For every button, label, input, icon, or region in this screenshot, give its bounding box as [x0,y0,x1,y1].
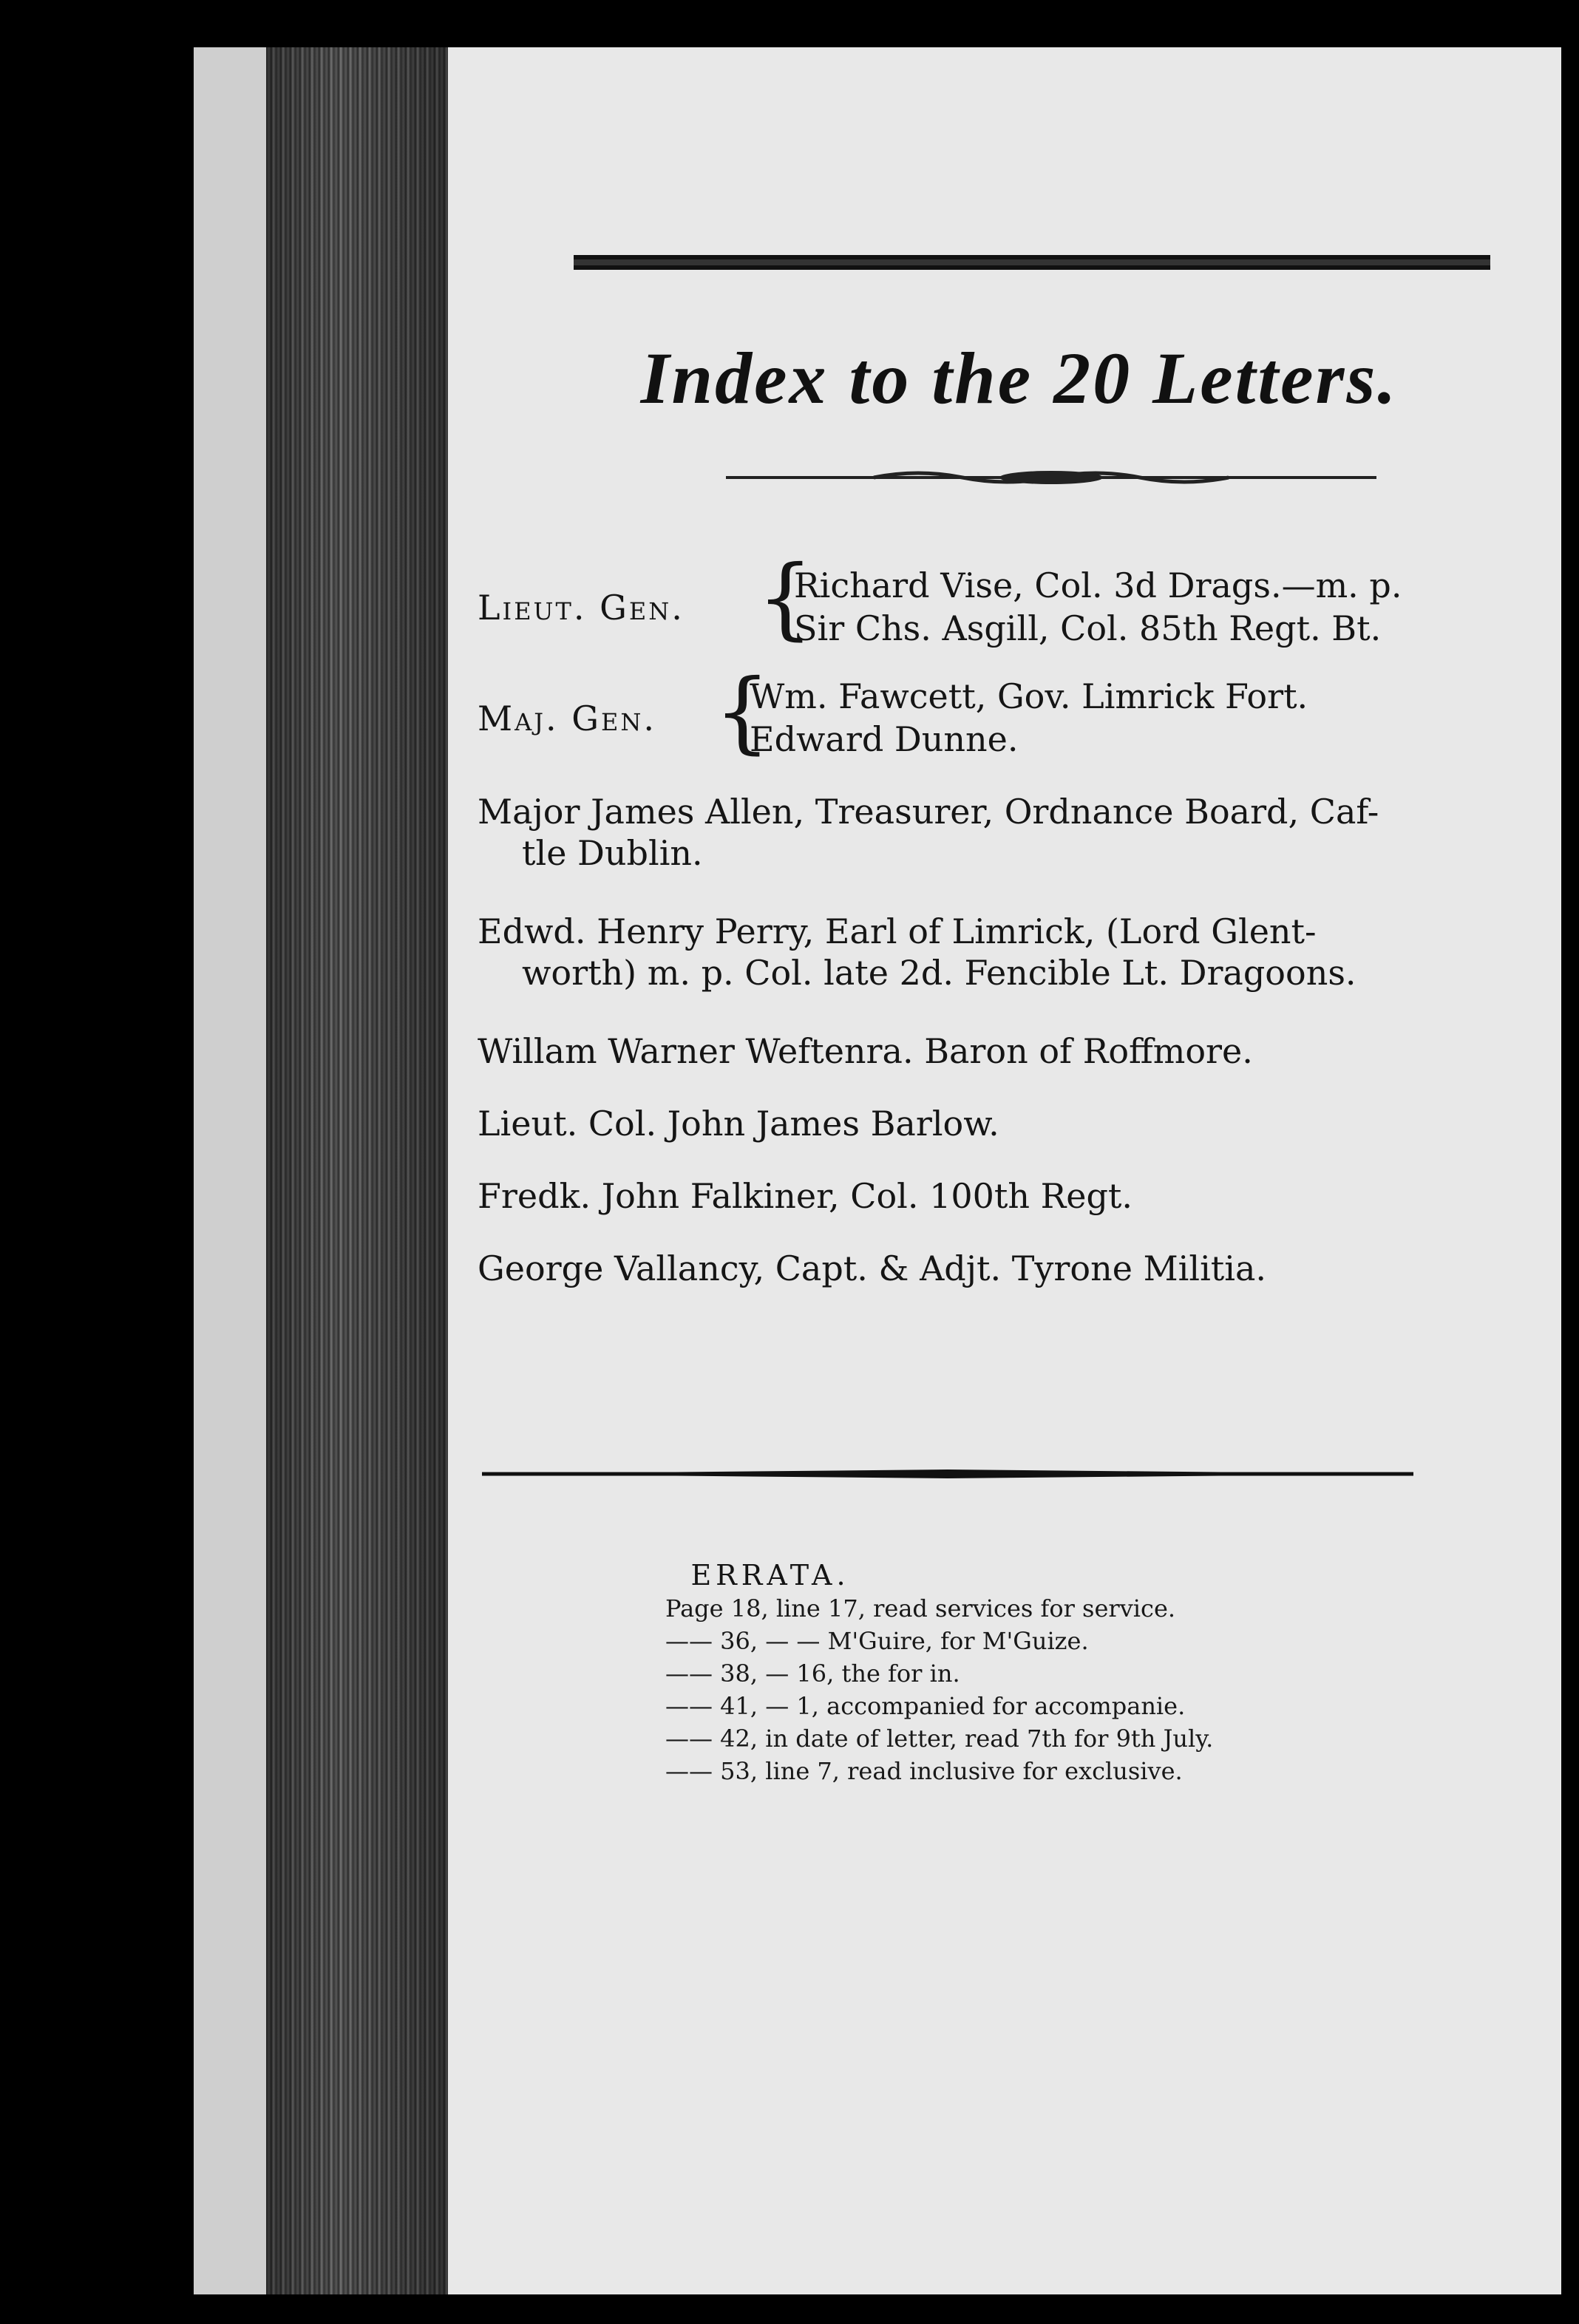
top-thick-rule [574,255,1490,270]
entry-james-allen: Major James Allen, Treasurer, Ordnance Board, Caf- [478,792,1379,832]
entry-vallancy: George Vallancy, Capt. & Adjt. Tyrone Militia. [478,1248,1267,1288]
maj-gen-label: Maj. Gen. [478,699,657,738]
ornament-rule [726,469,1376,486]
entry-edward-dunne: Edward Dunne. [750,719,1019,759]
divider-rule [482,1467,1413,1484]
entry-chs-asgill: Sir Chs. Asgill, Col. 85th Regt. Bt. [794,608,1382,648]
page-title: Index to the 20 Letters. [640,337,1399,419]
entry-barlow: Lieut. Col. John James Barlow. [478,1104,999,1144]
entry-wm-fawcett: Wm. Fawcett, Gov. Limrick Fort. [750,676,1308,716]
page-margin [194,47,266,2294]
text-block [478,47,1561,2294]
errata-line: —— 42, in date of letter, read 7th for 9th July. [665,1725,1214,1753]
errata-heading: ERRATA. [690,1559,850,1591]
entry-henry-perry: Edwd. Henry Perry, Earl of Limrick, (Lord Glent- [478,911,1317,951]
entry-henry-perry-cont: worth) m. p. Col. late 2d. Fencible Lt. Dragoons. [522,953,1356,993]
brace-icon: { [757,547,814,650]
errata-line: Page 18, line 17, read services for service. [665,1594,1176,1623]
entry-richard-vise: Richard Vise, Col. 3d Drags.—m. p. [794,565,1402,605]
entry-falkiner: Fredk. John Falkiner, Col. 100th Regt. [478,1176,1133,1216]
entry-westenra: Willam Warner Weftenra. Baron of Roffmore. [478,1031,1253,1071]
errata-line: —— 41, — 1, accompanied for accompanie. [665,1692,1186,1720]
book-page [194,47,1561,2294]
brace-icon: { [714,661,771,764]
errata-line: —— 53, line 7, read inclusive for exclusive. [665,1757,1183,1785]
binding-shadow [266,47,448,2294]
lieut-gen-label: Lieut. Gen. [478,588,685,628]
errata-line: —— 36, — — M'Guire, for M'Guize. [665,1627,1089,1655]
entry-james-allen-cont: tle Dublin. [522,833,703,873]
errata-line: —— 38, — 16, the for in. [665,1659,960,1688]
